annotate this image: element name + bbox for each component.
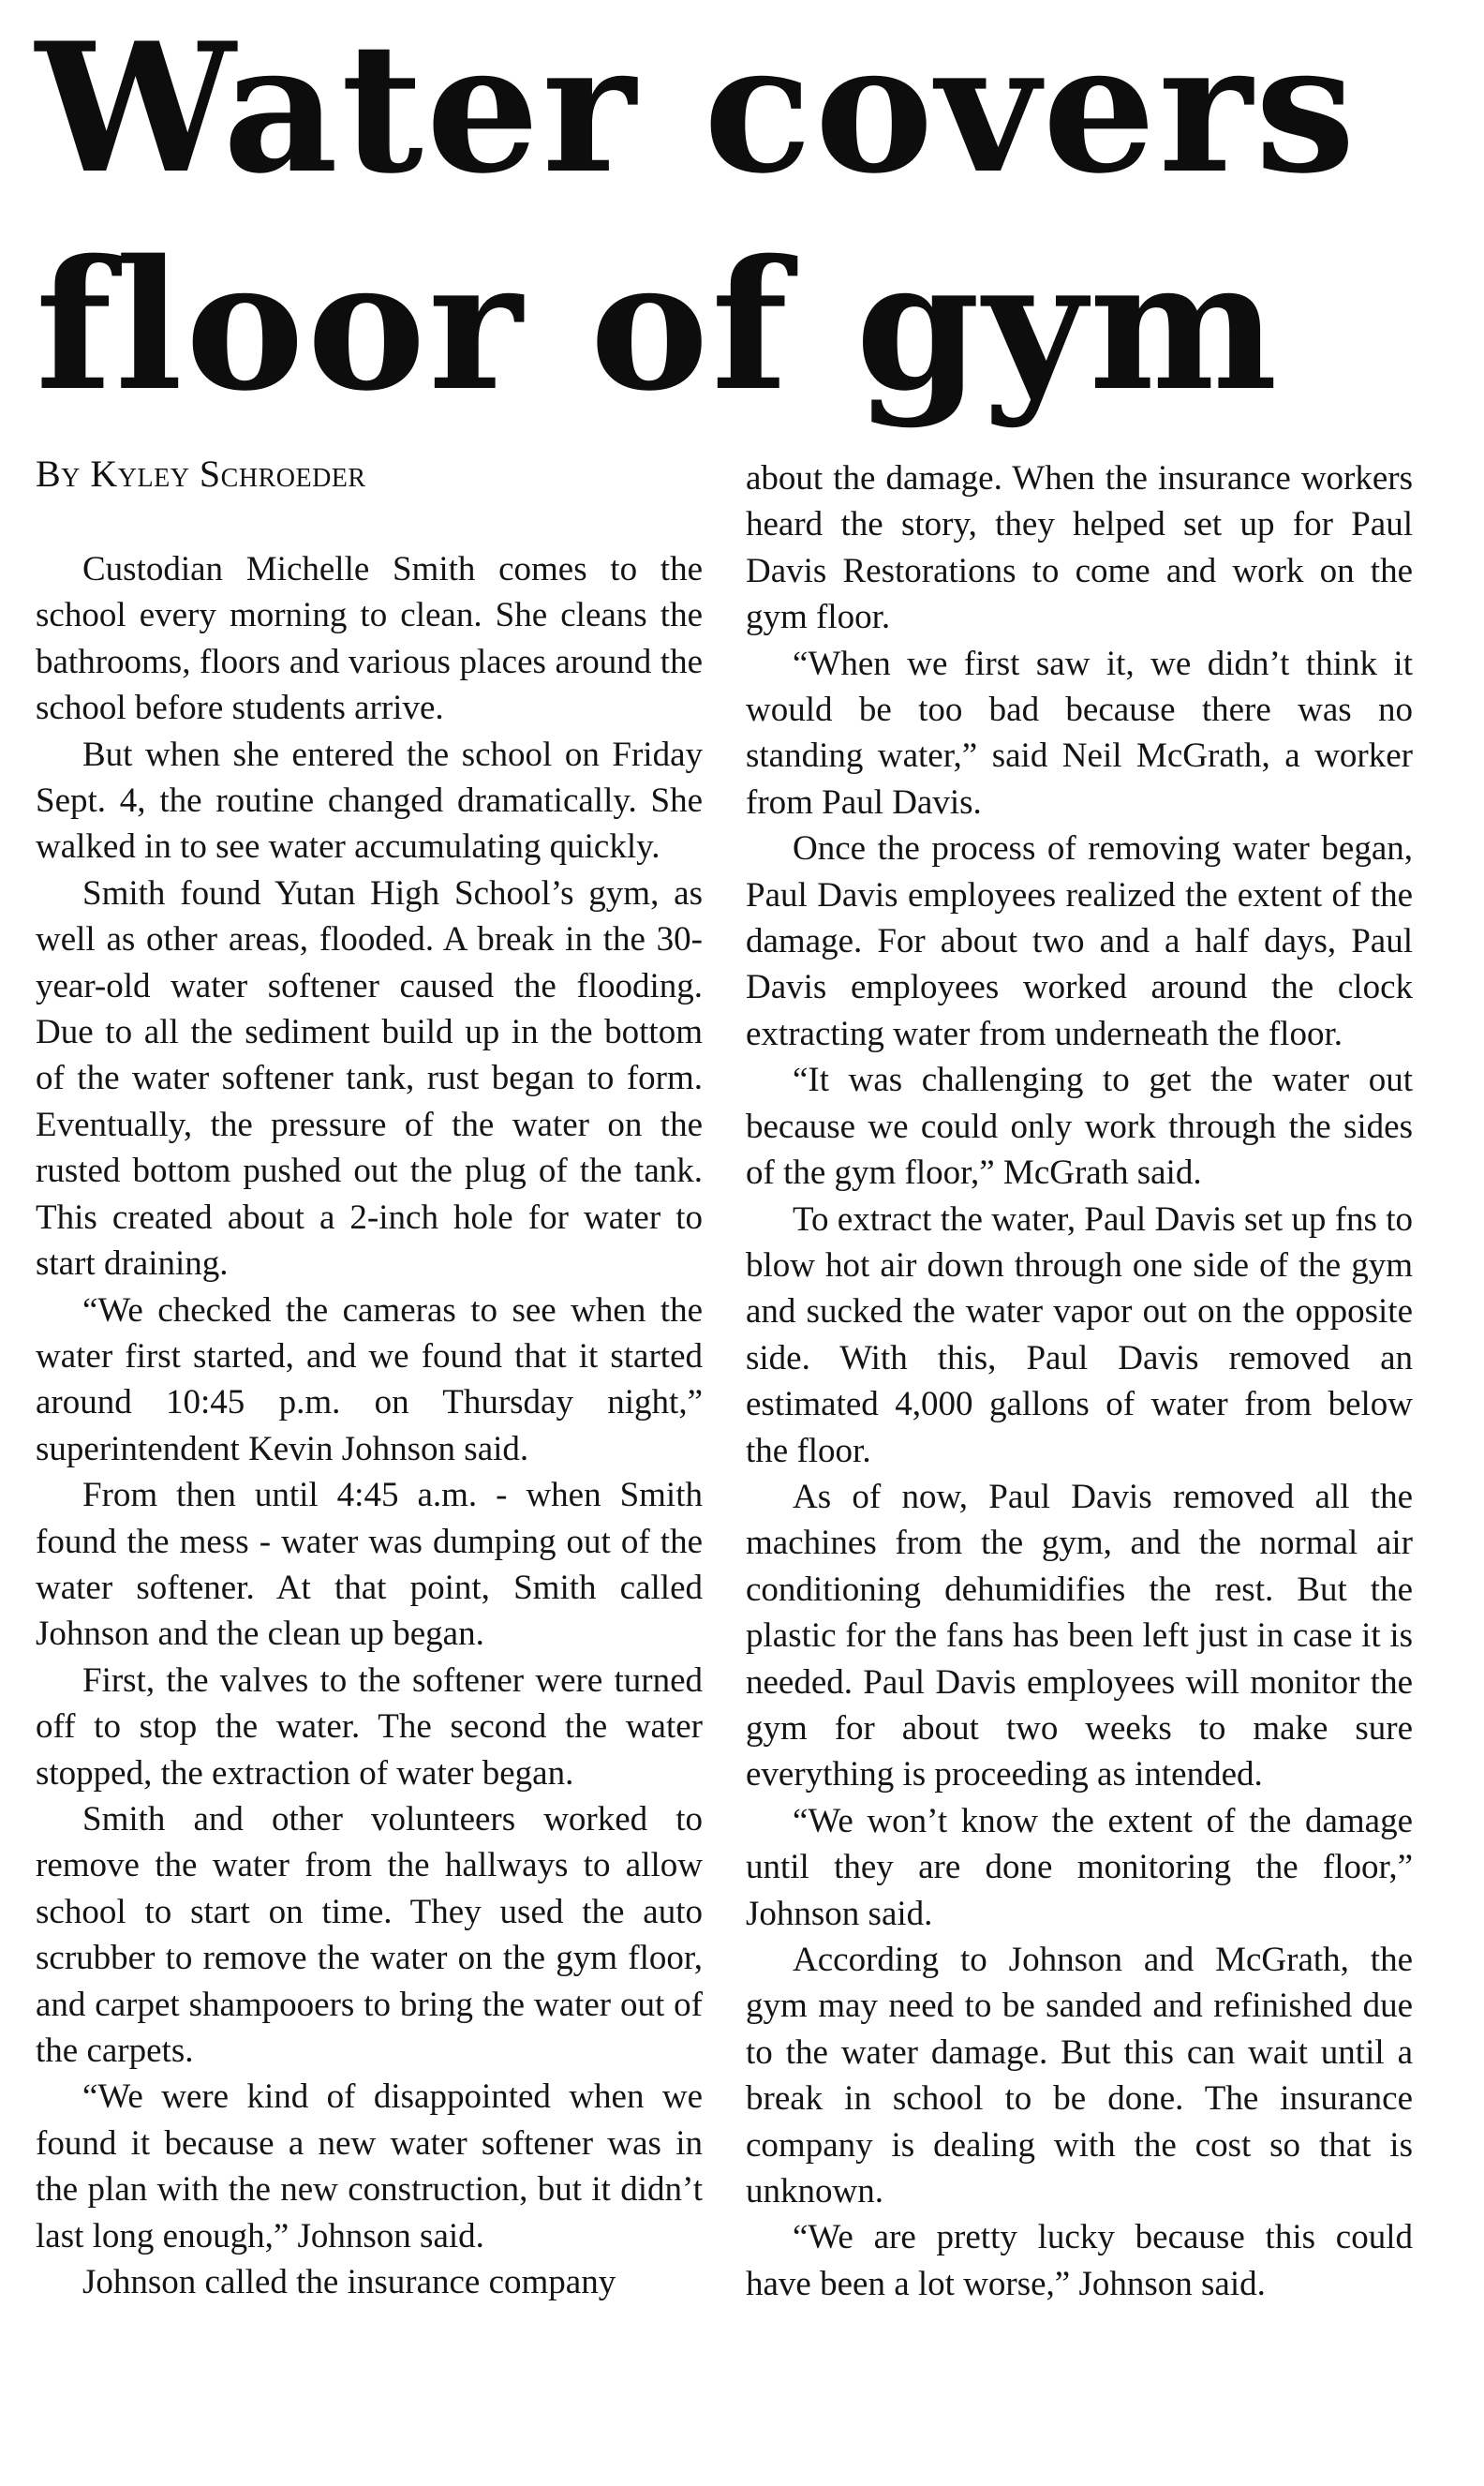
paragraph-continued: about the damage. When the insurance workers heard the story, they helped set up for Paul Davis Restorations to come and work on the gym floor. bbox=[746, 459, 1413, 637]
paragraph: From then until 4:45 a.m. - when Smith found the mess - water was dumping out of the water softener. At that point, Smith called Johnson and the clean up began. bbox=[36, 1476, 703, 1654]
byline: By Kyley Schroeder bbox=[36, 453, 366, 495]
paragraph: “We were kind of disappointed when we found it because a new water softener was in the plan with the new construction, but it didn’t last long enough,” Johnson said. bbox=[36, 2077, 703, 2255]
paragraph: “We are pretty lucky because this could have been a lot worse,” Johnson said. bbox=[746, 2218, 1413, 2303]
headline-line-2: floor of gym bbox=[36, 221, 1281, 430]
headline-line-1: Water covers bbox=[36, 4, 1358, 213]
paragraph: According to Johnson and McGrath, the gym may need to be sanded and refinished due to the water damage. But this can wait until a break in school to be done. The insurance company is dealing with the cost so that is unknown. bbox=[746, 1941, 1413, 2211]
paragraph: First, the valves to the softener were turned off to stop the water. The second the water stopped, the extraction of water began. bbox=[36, 1660, 703, 1793]
paragraph: As of now, Paul Davis removed all the machines from the gym, and the normal air conditioning dehumidifies the rest. But the plastic for the fans has been left just in case it is needed. Paul Davis employees will monitor the gym for about two weeks to make sure everything is proceeding as intended. bbox=[746, 1477, 1413, 1794]
paragraph: To extract the water, Paul Davis set up fns to blow hot air down through one side of the gym and sucked the water vapor out on the opposite side. With this, Paul Davis removed an estimated 4,000 gallons of water from below the floor. bbox=[746, 1199, 1413, 1470]
paragraph: “We won’t know the extent of the damage until they are done monitoring the floor,” Johnson said. bbox=[746, 1801, 1413, 1933]
headline bbox=[36, 0, 1460, 435]
paragraph: “We checked the cameras to see when the water first started, and we found that it started around 10:45 p.m. on Thursday night,” superintendent Kevin Johnson said. bbox=[36, 1290, 703, 1468]
paragraph: Johnson called the insurance company bbox=[82, 2263, 616, 2302]
article-column-left bbox=[36, 546, 703, 2305]
paragraph: “It was challenging to get the water out because we could only work through the sides of the gym floor,” McGrath said. bbox=[746, 1061, 1413, 1193]
paragraph: Custodian Michelle Smith comes to the school every morning to clean. She cleans the bathrooms, floors and various places around the school before students arrive. bbox=[36, 550, 703, 728]
paragraph: “When we first saw it, we didn’t think it would be too bad because there was no standing water,” said Neil McGrath, a worker from Paul Davis. bbox=[746, 644, 1413, 822]
paragraph: Smith and other volunteers worked to remove the water from the hallways to allow school to start on time. They used the auto scrubber to remove the water on the gym floor, and carpet shampooers to bring the water out of the carpets. bbox=[36, 1799, 703, 2070]
article-column-right bbox=[746, 455, 1413, 2307]
paragraph: Smith found Yutan High School’s gym, as well as other areas, flooded. A break in the 30-year-old water softener caused the flooding. Due to all the sediment build up in the bottom of the water softener tank, rust began to form. Eventually, the pressure of the water on the rusted bottom pushed out the plug of the tank. This created about a 2-inch hole for water to start draining. bbox=[36, 873, 703, 1284]
paragraph: Once the process of removing water began, Paul Davis employees realized the extent of the damage. For about two and a half days, Paul Davis employees worked around the clock extracting water from underneath the floor. bbox=[746, 829, 1413, 1053]
paragraph: But when she entered the school on Friday Sept. 4, the routine changed dramatically. She walked in to see water accumulating quickly. bbox=[36, 735, 703, 867]
